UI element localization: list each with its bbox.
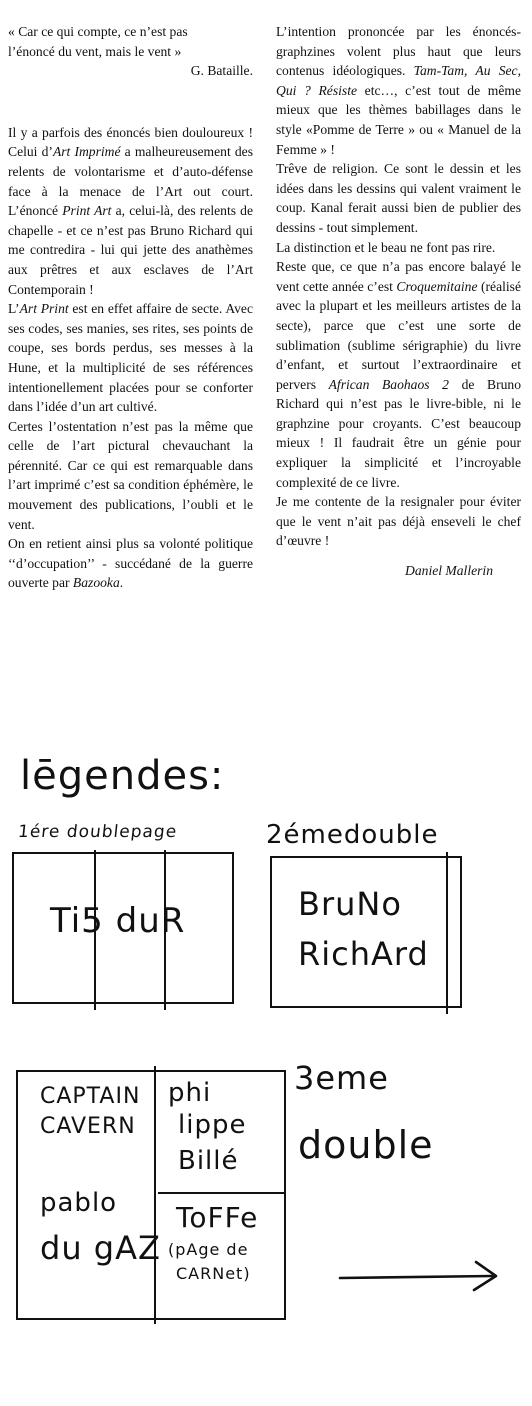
right-paragraph-2: Trêve de religion. Ce sont le dessin et les idées dans les dessins qui valent vraiment le coup. Kanal ferait aussi bien de publier des dessins - tout simplement. <box>276 161 521 235</box>
cell-toffe-2: (pAge de <box>168 1240 249 1259</box>
epigraph-author: G. Bataille. <box>190 63 253 79</box>
cell-toffe-1: ToFFe <box>176 1201 259 1234</box>
right-column <box>276 22 521 594</box>
right-paragraph-5: Je me contente de la resignaler pour éviter que le vent n’ait pas déjà enseveli le chef d’œuvre ! <box>276 494 521 549</box>
left-paragraph-2: L’Art Print est en effet affaire de secte. Avec ses codes, ses manies, ses rites, ses points de coupe, ses bords perdus, ses messes à la Hune, et la multiplicité de ses références intentionellement placées pour se conforter dans l’idée d’un art cultivé. <box>8 301 253 415</box>
third-double-box <box>16 1070 286 1320</box>
second-double-text-1: BruNo <box>298 885 402 923</box>
handwritten-legends <box>0 740 532 1360</box>
left-paragraph-4: On en retient ainsi plus sa volonté politique ‘‘d’occupation’’ - succédané de la guerre ouverte par Bazooka. <box>8 536 253 591</box>
right-paragraph-3: La distinction et le beau ne font pas rire. <box>276 239 496 255</box>
second-double-text-2: RichArd <box>298 935 429 973</box>
left-paragraph-1: Il y a parfois des énoncés bien douloureux ! Celui d’Art Imprimé a malheureusement des relents de volontarisme et d’auto-défense face à la menace de l’Art out court. L’énoncé Print Art a, celui-là, des relents de chapelle - et ce n’est pas Bruno Richard qui me contredira - lui qui jette des anathèmes aux prêtres et aux esclaves de l’Art Contemporain ! <box>8 124 254 297</box>
first-double-box <box>12 852 234 1004</box>
cell-divider <box>158 1192 284 1194</box>
epigraph-line-1: « Car ce qui compte, ce n’est pas <box>8 24 188 39</box>
page-divider <box>446 852 448 1014</box>
right-paragraph-1: L’intention prononcée par les énoncés-graphzines volent plus haut que leurs contenus idéologiques. Tam-Tam, Au Sec, Qui ? Résiste etc…, c’est tout de même mieux que les thèmes babillages dans le style «Pomme de Terre » ou « Manuel de la Femme » ! <box>276 24 521 157</box>
second-double-box <box>270 856 462 1008</box>
first-double-text: Ti5 duR <box>50 901 186 941</box>
author-signature: Daniel Mallerin <box>405 563 493 579</box>
left-paragraph-3: Certes l’ostentation n’est pas la même que celle de l’art pictural chevauchant la pérennité. Car ce qui est remarquable dans l’art imprimé c’est sa condition éphémère, le mouvement des publications, l’oubli et le vent. <box>8 418 253 532</box>
third-double-label-1: 3eme <box>294 1059 389 1097</box>
cell-pablo-1: pablo <box>40 1188 118 1218</box>
cell-toffe-3: CARNet) <box>176 1264 251 1283</box>
cell-phi-3: Billé <box>178 1146 239 1176</box>
first-double-label: 1ére doublepage <box>17 822 179 842</box>
third-double-label-2: double <box>298 1123 434 1167</box>
cell-pablo-2: du gAZ <box>40 1229 161 1267</box>
epigraph-line-2: l’énoncé du vent, mais le vent » <box>8 43 182 59</box>
cell-captain-2: CAVERN <box>40 1114 136 1139</box>
right-arrow-icon <box>338 1256 504 1296</box>
legends-title: lēgendes: <box>20 753 225 799</box>
cell-phi-1: phi <box>168 1078 212 1108</box>
cell-phi-2: lippe <box>178 1110 247 1140</box>
page-divider <box>154 1066 156 1324</box>
left-column <box>8 22 253 593</box>
second-double-label: 2émedouble <box>266 820 439 850</box>
cell-captain-1: CAPTAIN <box>40 1084 141 1109</box>
right-paragraph-4: Reste que, ce que n’a pas encore balayé le vent cette année c’est Croquemitaine (réalisé avec la plupart et les meilleurs artistes de la secte), parce que c’est une sorte de sublimation (sublime sérigraphie) du livre d’enfant, et surtout l’extraordinaire et pervers African Baohaos 2 de Bruno Richard qui n’est pas le livre-bible, ni le graphzine pour croyants. C’est beaucoup mieux ! Il faudrait être un génie pour expliquer la simplicité et l’incroyable complexité de ce livre. <box>276 259 521 490</box>
